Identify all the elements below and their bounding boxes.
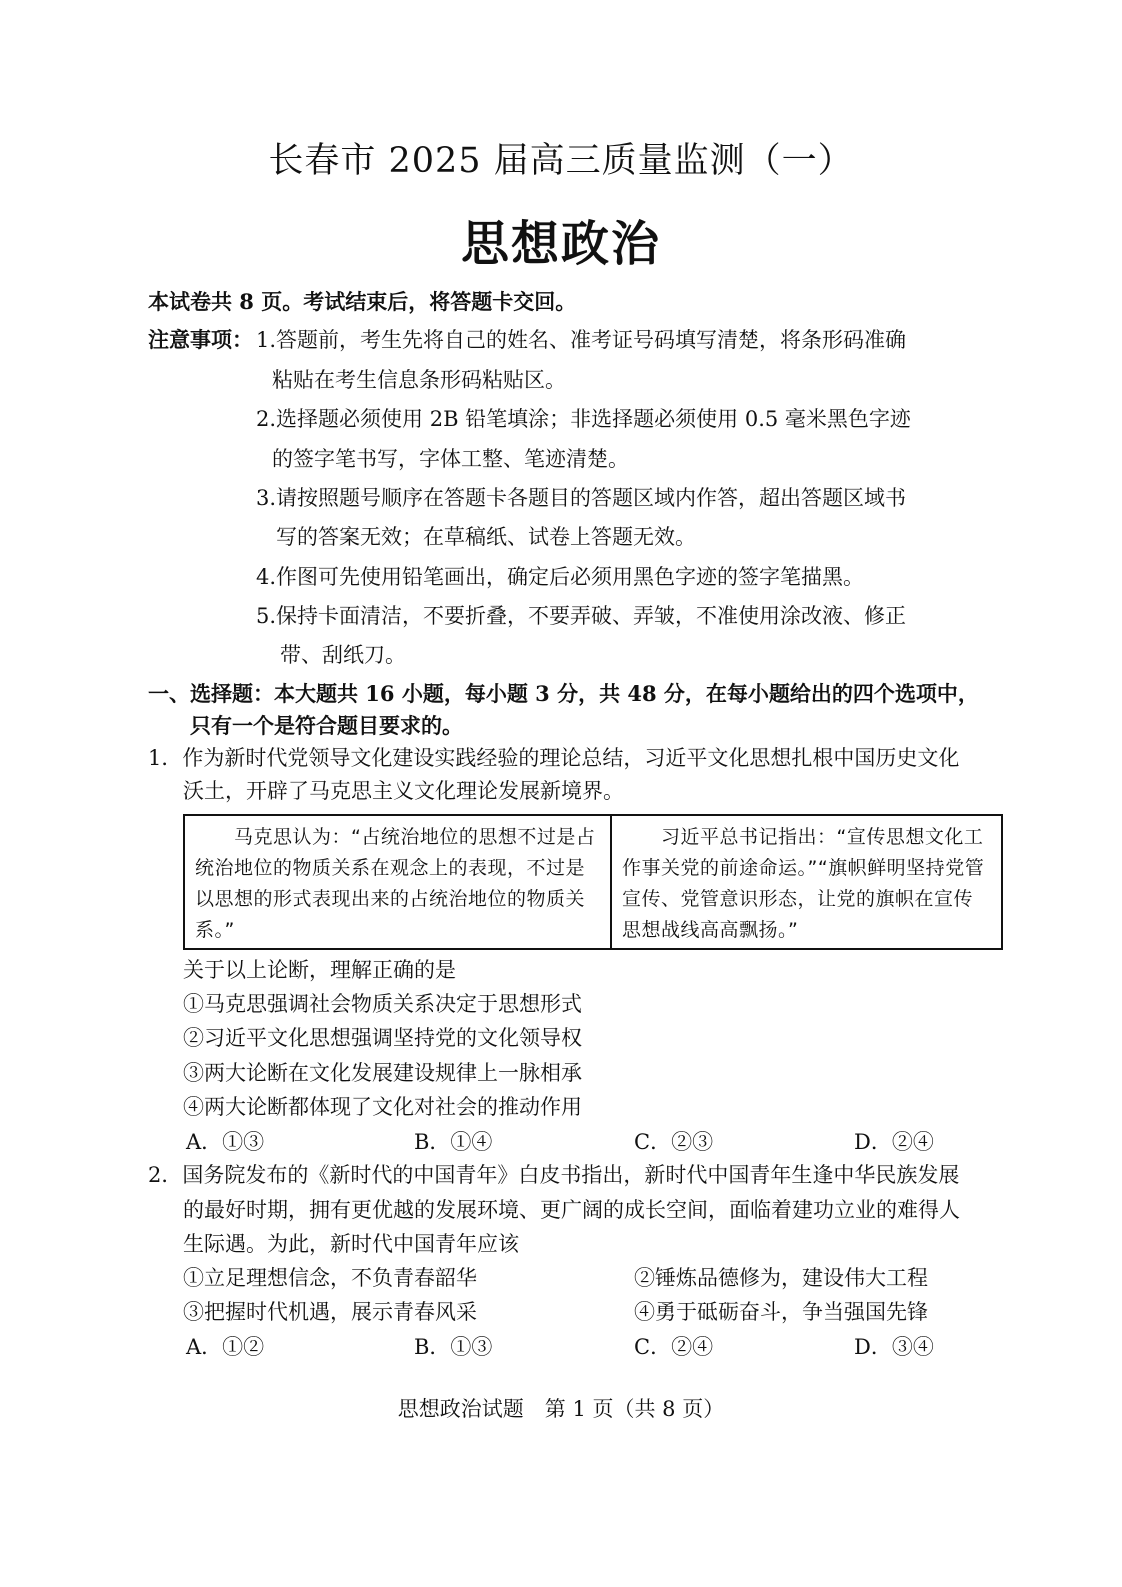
subject-title: 思想政治 bbox=[460, 216, 661, 272]
statement: ③把握时代机遇，展示青春风采 bbox=[183, 1300, 477, 1324]
statement: ④两大论断都体现了文化对社会的推动作用 bbox=[183, 1095, 582, 1119]
notice-item: 1.答题前，考生先将自己的姓名、准考证号码填写清楚，将条形码准确 bbox=[256, 328, 907, 352]
question-stem: 1．作为新时代党领导文化建设实践经验的理论总结，习近平文化思想扎根中国历史文化 bbox=[148, 746, 960, 770]
statement: ③两大论断在文化发展建设规律上一脉相承 bbox=[183, 1061, 582, 1085]
option-c: C．②③ bbox=[634, 1130, 714, 1154]
page-footer: 思想政治试题 第 1 页（共 8 页） bbox=[397, 1397, 725, 1421]
option-b: B．①④ bbox=[414, 1130, 493, 1154]
option-d: D．③④ bbox=[854, 1335, 934, 1359]
question-stem: 沃土，开辟了马克思主义文化理论发展新境界。 bbox=[183, 779, 624, 803]
notice-item: 3.请按照题号顺序在答题卡各题目的答题区域内作答，超出答题区域书 bbox=[256, 486, 907, 510]
notice-item: 带、刮纸刀。 bbox=[280, 643, 406, 667]
statement: ②锤炼品德修为，建设伟大工程 bbox=[634, 1266, 928, 1290]
option-d: D．②④ bbox=[854, 1130, 934, 1154]
question-stem: 2．国务院发布的《新时代的中国青年》白皮书指出，新时代中国青年生逢中华民族发展 bbox=[148, 1163, 960, 1187]
quote-xi: 习近平总书记指出：“宣传思想文化工作事关党的前途命运。”“旗帜鲜明坚持党管宣传、党管意识形态，让党的旗帜在宣传思想战线高高飘扬。” bbox=[622, 826, 985, 941]
option-a: A．①② bbox=[186, 1335, 265, 1359]
statement: ①立足理想信念，不负青春韶华 bbox=[183, 1266, 477, 1290]
quote-marx: 马克思认为：“占统治地位的思想不过是占统治地位的物质关系在观念上的表现，不过是以思想的形式表现出来的占统治地位的物质关系。” bbox=[185, 816, 612, 948]
notice-item: 2.选择题必须使用 2B 铅笔填涂；非选择题必须使用 0.5 毫米黑色字迹 bbox=[256, 407, 911, 431]
notice-item: 4.作图可先使用铅笔画出，确定后必须用黑色字迹的签字笔描黑。 bbox=[256, 565, 865, 589]
notice-item: 5.保持卡面清洁，不要折叠，不要弄破、弄皱，不准使用涂改液、修正 bbox=[256, 604, 907, 628]
statement: ②习近平文化思想强调坚持党的文化领导权 bbox=[183, 1026, 582, 1050]
notice-item: 写的答案无效；在草稿纸、试卷上答题无效。 bbox=[276, 525, 696, 549]
question-stem: 的最好时期，拥有更优越的发展环境、更广阔的成长空间，面临着建功立业的难得人 bbox=[183, 1198, 960, 1222]
question-stem: 生际遇。为此，新时代中国青年应该 bbox=[183, 1232, 519, 1256]
section-heading: 一、选择题：本大题共 16 小题，每小题 3 分，共 48 分，在每小题给出的四个选项中， bbox=[148, 681, 979, 706]
notice-item: 的签字笔书写，字体工整、笔迹清楚。 bbox=[272, 447, 629, 471]
statement: ④勇于砥砺奋斗，争当强国先锋 bbox=[634, 1300, 928, 1324]
statement: ①马克思强调社会物质关系决定于思想形式 bbox=[183, 992, 582, 1016]
exam-title: 长春市 2025 届高三质量监测（一） bbox=[268, 141, 854, 181]
notice-item: 粘贴在考生信息条形码粘贴区。 bbox=[272, 368, 566, 392]
quote-table bbox=[183, 814, 1003, 950]
intro-line: 本试卷共 8 页。考试结束后，将答题卡交回。 bbox=[148, 289, 577, 314]
notice-label: 注意事项： bbox=[148, 327, 253, 352]
option-c: C．②④ bbox=[634, 1335, 714, 1359]
question-prompt: 关于以上论断，理解正确的是 bbox=[183, 958, 456, 982]
section-heading: 只有一个是符合题目要求的。 bbox=[190, 713, 463, 738]
option-a: A．①③ bbox=[186, 1130, 265, 1154]
option-b: B．①③ bbox=[414, 1335, 493, 1359]
